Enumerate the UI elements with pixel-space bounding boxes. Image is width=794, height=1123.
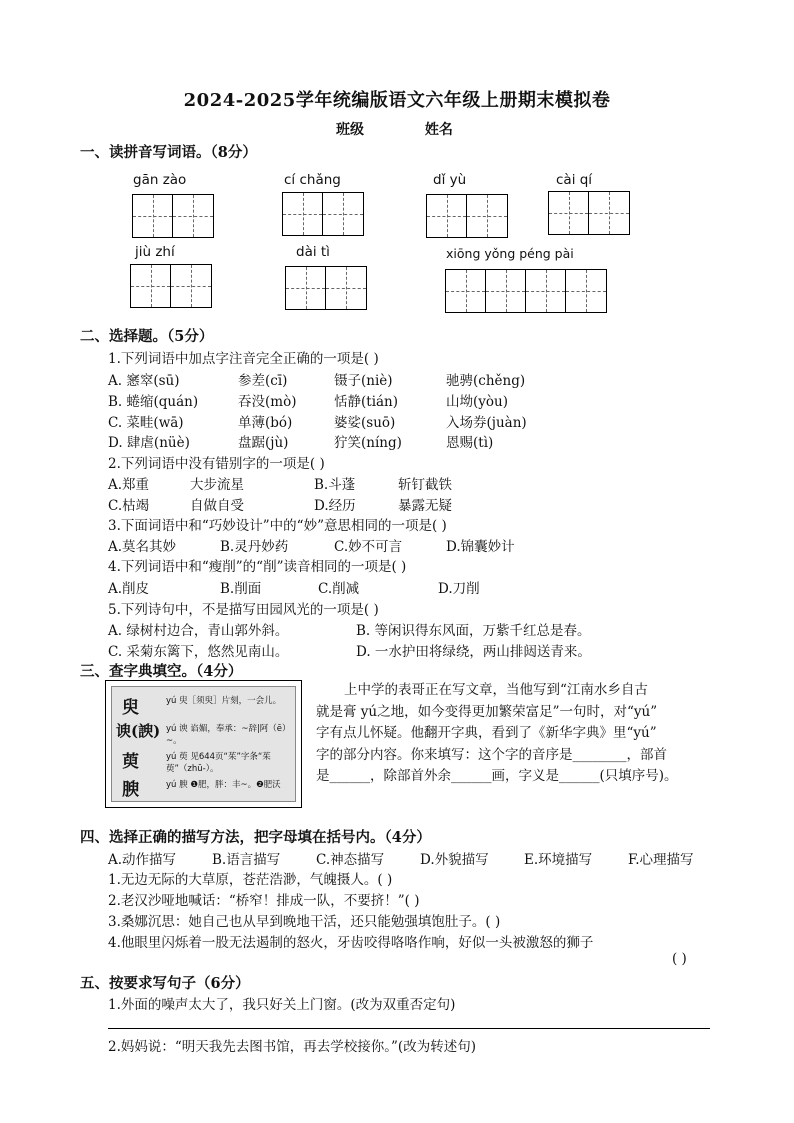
pinyin-1: gān zào xyxy=(133,172,187,188)
section5-heading: 五、按要求写句子（6分） xyxy=(80,975,250,992)
pinyin-6: dài tì xyxy=(296,244,330,260)
dict-char-3: 萸 xyxy=(122,752,139,772)
section4-item-2: 2.老汉沙哑地喊话：“桥窄！排成一队，不要挤！”( ) xyxy=(108,893,420,909)
pinyin-3: dǐ yù xyxy=(433,172,467,188)
dict-char-4: 腴 xyxy=(122,780,139,800)
section1-heading: 一、读拼音写词语。（8分） xyxy=(80,144,257,161)
writing-grid-6[interactable] xyxy=(285,266,367,310)
section2-heading: 二、选择题。（5分） xyxy=(80,328,214,345)
q4-stem: 4.下列词语中和“瘦削”的“削”读音相同的一项是( ) xyxy=(108,559,407,575)
page-title: 2024-2025学年统编版语文六年级上册期末模拟卷 xyxy=(183,90,611,111)
section4-item-3: 3.桑娜沉思：她自己也从早到晚地干活，还只能勉强填饱肚子。( ) xyxy=(108,914,501,930)
class-label: 班级 xyxy=(336,122,364,138)
writing-grid-2[interactable] xyxy=(282,192,364,236)
section4-heading: 四、选择正确的描写方法，把字母填在括号内。（4分） xyxy=(80,829,431,846)
section4-item-4: 4.他眼里闪烁着一股无法遏制的怒火，牙齿咬得咯咯作响，好似一头被激怒的狮子 xyxy=(108,935,594,951)
dict-entry-2: yú 谀 谄媚，奉承：~辞|阿（ē）~。 xyxy=(166,724,291,746)
section4-item-4-answer[interactable]: ( ) xyxy=(672,951,687,967)
dict-char-2: 谀(諛) xyxy=(116,722,161,740)
writing-grid-3[interactable] xyxy=(426,194,508,238)
dict-entry-3: yú 萸 见644页“茱”字条“茱萸”（zhū-）。 xyxy=(166,752,271,774)
section4-item-1: 1.无边无际的大草原，苍茫浩渺，气魄摄人。( ) xyxy=(108,872,393,888)
writing-grid-4[interactable] xyxy=(548,191,630,235)
writing-grid-7[interactable] xyxy=(445,269,607,313)
answer-line-1[interactable] xyxy=(108,1028,710,1029)
writing-grid-1[interactable] xyxy=(132,194,214,238)
dict-entry-1: yú 臾［须臾］片刻，一会儿。 xyxy=(166,696,282,706)
name-label: 姓名 xyxy=(424,122,453,138)
pinyin-2: cí chǎng xyxy=(284,172,341,188)
q5-stem: 5.下列诗句中，不是描写田园风光的一项是( ) xyxy=(108,602,379,618)
section3-passage: 上中学的表哥正在写文章，当他写到“江南水乡自古 就是膏 yú之地，如今变得更加繁荣富足”一句时，对“yú” 字有点儿怀疑。他翻开字典，看到了《新华字典》里“yú” 字的部分内容。你来填写：这个字的音序是________，部首 是______，除部首外余______画，字义是______(只填序号)。 xyxy=(316,682,678,784)
q3-stem: 3.下面词语中和“巧妙设计”中的“妙”意思相同的一项是( ) xyxy=(108,518,447,534)
q2-stem: 2.下列词语中没有错别字的一项是( ) xyxy=(108,456,325,472)
section5-item-2: 2.妈妈说：“明天我先去图书馆，再去学校接你。”(改为转述句) xyxy=(108,1039,476,1055)
dictionary-excerpt-image xyxy=(105,680,302,808)
exam-page: 2024-2025学年统编版语文六年级上册期末模拟卷 班级 姓名 一、读拼音写词语。（8分） gān zào cí chǎng dǐ yù cài qí jiù zhí dài tì xiōng yǒng péng pài 二、选择题。（5分） 1.下列词语中加点字注音完全正确的一项是( ) A. 窸窣(sū) 参差(cī) 镊子(niè) 驰骋(chěng) B. 蜷缩(quán) 吞没(mò) 恬静(tián) 山坳(yòu) C. 菜畦(wā) 单薄(bó) 婆娑(suō) 入场券(juàn) D. 肆虐(nüè) 盘踞(jù) 狞笑(níng) 恩赐(tì) 2.下列词语中没有错别字的一项是( ) A.郑重 大步流星 B.斗蓬 斩钉截铁 C.枯竭 自做自受 D.经历 暴露无疑 3.下面词语中和“巧妙设计”中的“妙”意思相同的一项是( ) A.莫名其妙 B.灵丹妙药 C.妙不可言 D.锦囊妙计 4.下列词语中和“瘦削”的“削”读音相同的一项是( ) A.削皮 B.削面 C.削减 D.刀削 5.下列诗句中，不是描写田园风光的一项是( ) A. 绿树村边合，青山郭外斜。 B. 等闲识得东风面，万紫千红总是春。 C. 采菊东篱下，悠然见南山。 D. 一水护田将绿绕，两山排闼送青来。 三、查字典填空。（4分） 臾 谀(諛) 萸 腴 yú 臾［须臾］片刻，一会儿。 yú 谀 谄媚，奉承：~辞|阿（ē）~。 yú 萸 见644页“茱”字条“茱萸”（zhū-）。 yú 腴 ❶肥，胖：丰~。❷肥沃 上中学的表哥正在写文章，当他写到“江南水乡自古 就是膏 yú之地，如今变得更加繁荣富足”一句时，对“yú” 字有点儿怀疑。他翻开字典，看到了《新华字典》里“yú” 字的部分内容。你来填写：这个字的音序是________，部首 是______，除部首外余______画，字义是______(只填序号)。 四、选择正确的描写方法，把字母填在括号内。（4分） A.动作描写 B.语言描写 C.神态描写 D.外貌描写 E.环境描写 F.心理描写 1.无边无际的大草原，苍茫浩渺，气魄摄人。( ) 2.老汉沙哑地喊话：“桥窄！排成一队，不要挤！”( ) 3.桑娜沉思：她自己也从早到晚地干活，还只能勉强填饱肚子。( ) 4.他眼里闪烁着一股无法遏制的怒火，牙齿咬得咯咯作响，好似一头被激怒的狮子 ( ) 五、按要求写句子（6分） 1.外面的噪声太大了，我只好关上门窗。(改为双重否定句) 2.妈妈说：“明天我先去图书馆，再去学校接你。”(改为转述句) xyxy=(0,0,794,1123)
q1-stem: 1.下列词语中加点字注音完全正确的一项是( ) xyxy=(108,351,379,367)
section3-heading: 三、查字典填空。（4分） xyxy=(80,663,243,680)
pinyin-7: xiōng yǒng péng pài xyxy=(446,246,574,261)
dict-char-1: 臾 xyxy=(122,698,139,718)
student-info xyxy=(336,119,509,139)
pinyin-5: jiù zhí xyxy=(135,244,175,260)
writing-grid-5[interactable] xyxy=(130,264,212,308)
dict-entry-4: yú 腴 ❶肥，胖：丰~。❷肥沃 xyxy=(166,780,281,790)
pinyin-4: cài qí xyxy=(556,172,593,188)
section5-item-1: 1.外面的噪声太大了，我只好关上门窗。(改为双重否定句) xyxy=(108,997,456,1013)
